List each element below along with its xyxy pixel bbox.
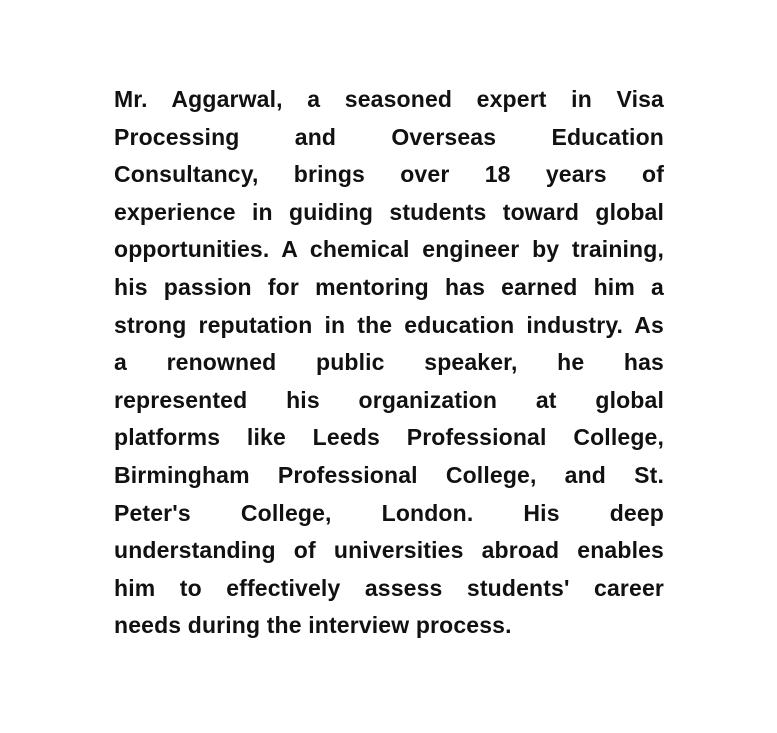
bio-line: platforms like Leeds Professional College, bbox=[114, 424, 664, 451]
bio-line: experience in guiding students toward global bbox=[114, 198, 664, 225]
bio-line: a renowned public speaker, he has bbox=[114, 349, 664, 376]
bio-line: understanding of universities abroad enables bbox=[114, 537, 664, 564]
bio-line: Consultancy, brings over 18 years of bbox=[114, 161, 664, 188]
bio-line: his passion for mentoring has earned him a bbox=[114, 273, 664, 300]
bio-line: represented his organization at global bbox=[114, 386, 664, 413]
bio-line: needs during the interview process. bbox=[114, 612, 512, 639]
bio-line: Mr. Aggarwal, a seasoned expert in Visa bbox=[114, 86, 664, 112]
bio-paragraph bbox=[114, 81, 664, 645]
bio-line: Processing and Overseas Education bbox=[114, 123, 664, 150]
bio-line: opportunities. A chemical engineer by training, bbox=[114, 236, 664, 263]
bio-line: Peter's College, London. His deep bbox=[114, 499, 664, 526]
bio-line: Birmingham Professional College, and St. bbox=[114, 461, 664, 488]
bio-line: him to effectively assess students' career bbox=[114, 574, 664, 601]
bio-line: strong reputation in the education industry. As bbox=[114, 311, 664, 338]
